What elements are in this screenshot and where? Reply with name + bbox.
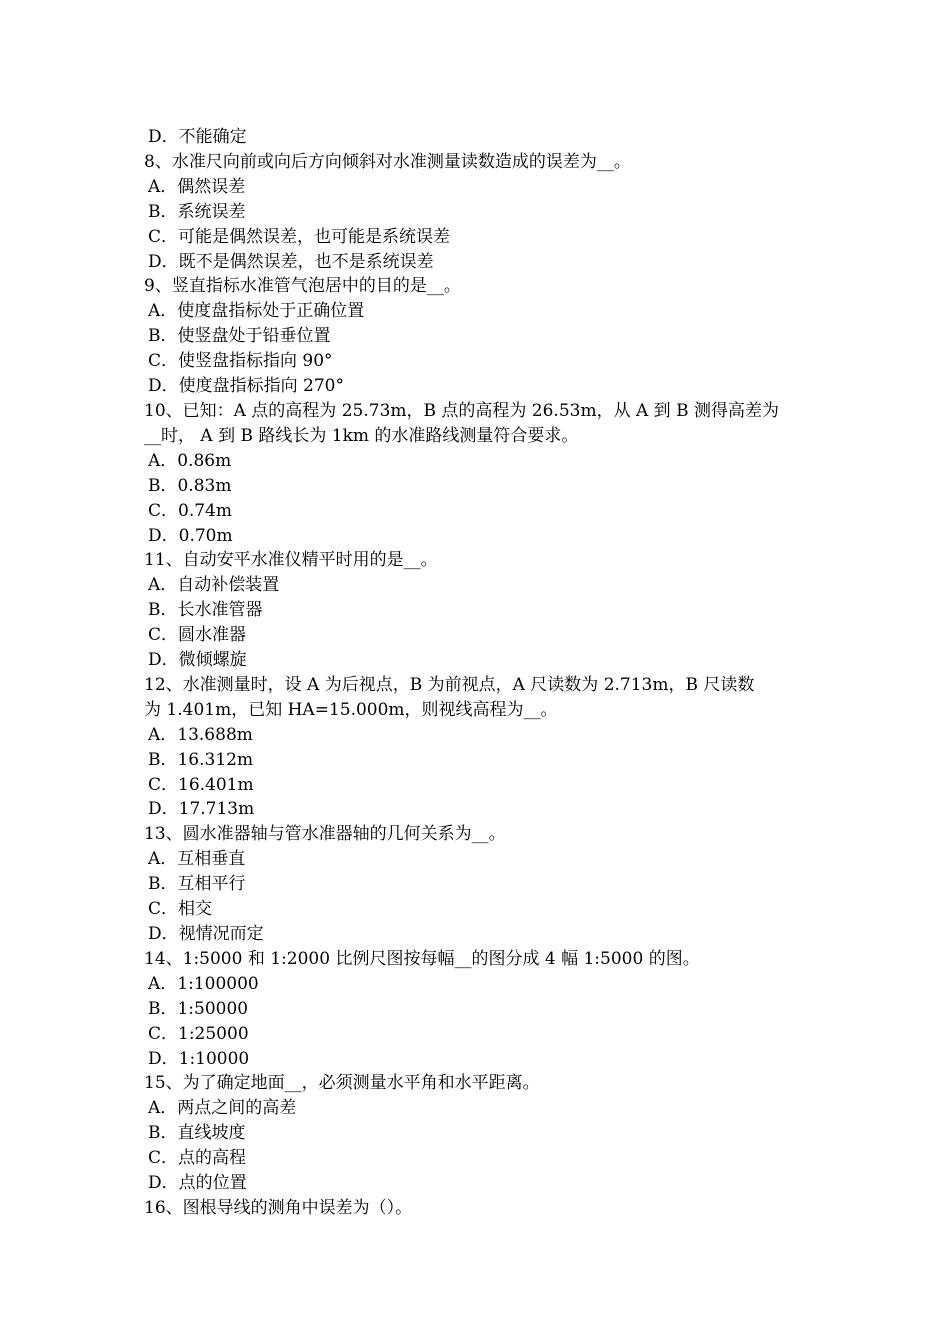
- option-line: B．系统误差: [148, 201, 246, 222]
- question-stem: 10、已知：A 点的高程为 25.73m，B 点的高程为 26.53m，从 A 到 B 测得高差为: [144, 400, 779, 421]
- question-stem: 14、1:5000 和 1:2000 比例尺图按每幅__的图分成 4 幅 1:5000 的图。: [144, 948, 700, 969]
- question-stem: 8、水准尺向前或向后方向倾斜对水准测量读数造成的误差为__。: [144, 151, 631, 172]
- option-line: C．16.401m: [148, 774, 254, 795]
- option-line: B．0.83m: [148, 475, 232, 496]
- option-line: C．1:25000: [148, 1023, 249, 1044]
- option-line: C．圆水准器: [148, 625, 247, 646]
- option-line: C．相交: [148, 899, 213, 920]
- option-line: D．1:10000: [148, 1048, 250, 1069]
- question-stem: 12、水准测量时，设 A 为后视点，B 为前视点，A 尺读数为 2.713m，B 尺读数: [144, 674, 755, 695]
- question-stem: 13、圆水准器轴与管水准器轴的几何关系为__。: [144, 824, 506, 845]
- option-line: B．16.312m: [148, 749, 254, 770]
- option-line: B．长水准管器: [148, 600, 263, 621]
- option-line: D．不能确定: [148, 127, 247, 147]
- option-line: A．使度盘指标处于正确位置: [148, 301, 365, 322]
- question-stem: 16、图根导线的测角中误差为（）。: [144, 1197, 413, 1218]
- option-line: A．偶然误差: [148, 176, 246, 197]
- option-line: C．点的高程: [148, 1148, 247, 1169]
- option-line: B．直线坡度: [148, 1123, 246, 1144]
- question-stem-continued: 为 1.401m，已知 HA=15.000m，则视线高程为__。: [144, 699, 558, 720]
- option-line: A．13.688m: [148, 724, 253, 745]
- option-line: A．两点之间的高差: [148, 1098, 297, 1119]
- option-line: C．0.74m: [148, 500, 232, 521]
- question-stem: 11、自动安平水准仪精平时用的是__。: [144, 550, 438, 571]
- option-line: A．1:100000: [148, 973, 259, 994]
- question-stem-continued: __时， A 到 B 路线长为 1km 的水准路线测量符合要求。: [144, 425, 579, 446]
- question-stem: 15、为了确定地面__，必须测量水平角和水平距离。: [144, 1073, 540, 1094]
- option-line: B．1:50000: [148, 998, 249, 1019]
- option-line: B．互相平行: [148, 874, 246, 895]
- option-line: A．0.86m: [148, 450, 232, 471]
- option-line: D．使度盘指标指向 270°: [148, 376, 344, 397]
- question-stem: 9、竖直指标水准管气泡居中的目的是__。: [144, 276, 461, 297]
- option-line: C．可能是偶然误差，也可能是系统误差: [148, 226, 451, 247]
- option-line: D．17.713m: [148, 799, 255, 820]
- option-line: A．互相垂直: [148, 849, 246, 870]
- option-line: D．微倾螺旋: [148, 650, 247, 671]
- option-line: C．使竖盘指标指向 90°: [148, 351, 333, 372]
- option-line: D．既不是偶然误差，也不是系统误差: [148, 251, 434, 272]
- question-list: [144, 125, 810, 1221]
- option-line: A．自动补偿装置: [148, 575, 280, 596]
- option-line: B．使竖盘处于铅垂位置: [148, 326, 331, 347]
- option-line: D．视情况而定: [148, 924, 264, 944]
- option-line: D．点的位置: [148, 1173, 247, 1194]
- option-line: D．0.70m: [148, 525, 233, 546]
